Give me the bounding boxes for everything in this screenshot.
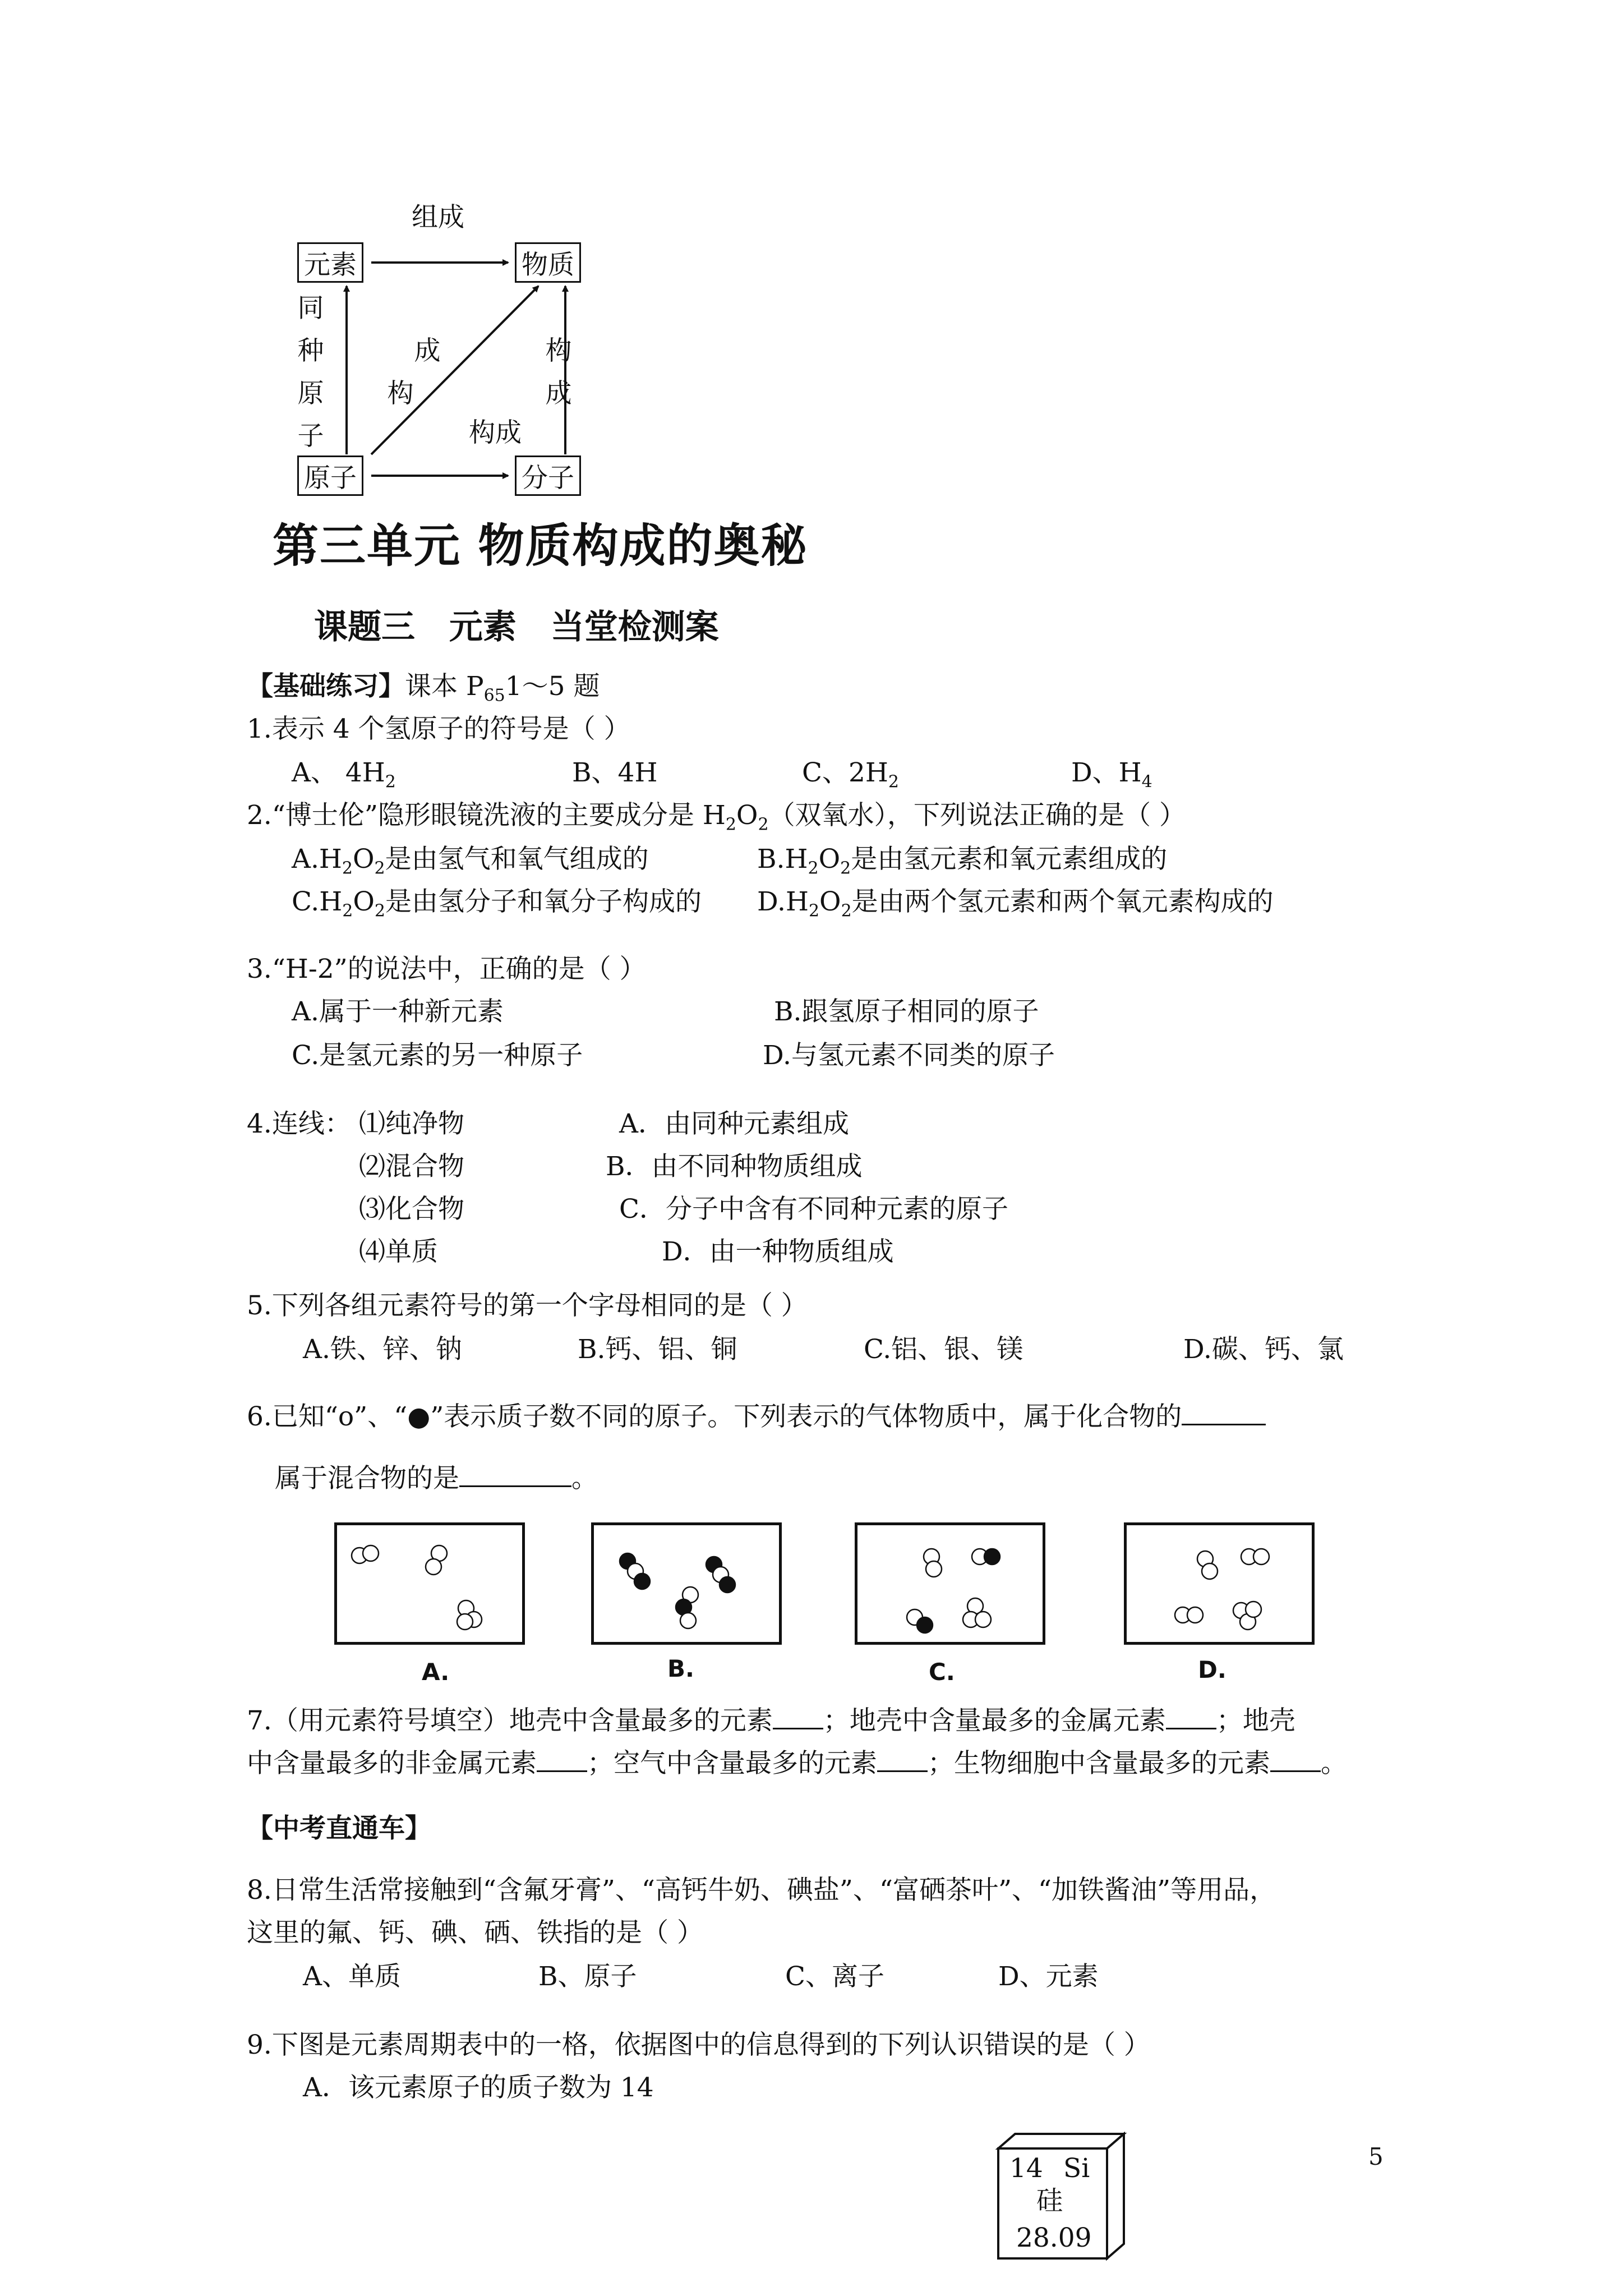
q4-right-a: A．由同种元素组成 bbox=[619, 1108, 849, 1139]
q8-option-c: C、离子 bbox=[785, 1961, 884, 1992]
edge-label-right-1: 构 bbox=[545, 335, 572, 366]
q3-option-a: A.属于一种新元素 bbox=[292, 996, 504, 1027]
q4-right-c: C．分子中含有不同种元素的原子 bbox=[619, 1194, 1008, 1225]
q6-label-d: D. bbox=[1198, 1656, 1227, 1683]
edge-label-right-2: 成 bbox=[545, 378, 572, 409]
q8-option-a: A、单质 bbox=[303, 1961, 401, 1992]
q6-box-c bbox=[855, 1522, 1045, 1645]
edge-label-same-atom-2: 种 bbox=[297, 335, 324, 366]
q6-box-b-atoms bbox=[594, 1525, 779, 1642]
q4-left-2: ⑵混合物 bbox=[359, 1151, 464, 1182]
q7-blank-1[interactable] bbox=[773, 1728, 823, 1729]
q9-option-a: A．该元素原子的质子数为 14 bbox=[303, 2072, 654, 2103]
q7-blank-5[interactable] bbox=[1270, 1770, 1321, 1772]
textbook-ref-page: 65 bbox=[483, 685, 505, 706]
q2-option-c: $C.H_2O_2$是由氢分子和氧分子构成的 bbox=[292, 886, 702, 921]
q6-line1: 6.已知“o”、“●”表示质子数不同的原子。下列表示的气体物质中，属于化合物的 bbox=[247, 1401, 1266, 1433]
textbook-ref: 课本 P bbox=[405, 671, 484, 702]
q6-box-d-atoms bbox=[1127, 1525, 1312, 1642]
q1-option-a: A、 $4H_2$ bbox=[292, 757, 396, 792]
q3-option-c: C.是氢元素的另一种原子 bbox=[292, 1040, 583, 1071]
periodic-cell-symbol: Si bbox=[1063, 2153, 1090, 2184]
q7-blank-4[interactable] bbox=[877, 1770, 928, 1772]
q6-box-a bbox=[334, 1522, 525, 1645]
q6-blank-mixture[interactable] bbox=[459, 1485, 571, 1487]
q7-blank-3[interactable] bbox=[537, 1770, 587, 1772]
q4-left-3: ⑶化合物 bbox=[359, 1194, 464, 1225]
q4-right-d: D．由一种物质组成 bbox=[662, 1236, 894, 1267]
lesson-title: 课题三 元素 当堂检测案 bbox=[314, 608, 719, 647]
unit-title: 第三单元 物质构成的奥秘 bbox=[273, 519, 808, 573]
q3-option-b: B.跟氢原子相同的原子 bbox=[774, 996, 1039, 1027]
edge-label-bottom: 构成 bbox=[469, 417, 522, 448]
q3-option-d: D.与氢元素不同类的原子 bbox=[763, 1040, 1055, 1071]
periodic-cell-mass: 28.09 bbox=[1016, 2223, 1092, 2253]
q6-box-b bbox=[591, 1522, 782, 1645]
q1-stem: 1.表示 4 个氢原子的符号是（ ） bbox=[247, 714, 630, 744]
q3-stem: 3.“H-2”的说法中，正确的是（ ） bbox=[247, 954, 646, 984]
q6-label-c: C. bbox=[929, 1658, 955, 1686]
edge-label-same-atom-4: 子 bbox=[297, 421, 324, 452]
edge-label-same-atom-3: 原 bbox=[297, 378, 324, 409]
q6-label-a: A. bbox=[422, 1658, 450, 1686]
q5-stem: 5.下列各组元素符号的第一个字母相同的是（ ） bbox=[247, 1290, 808, 1321]
q6-box-a-atoms bbox=[337, 1525, 522, 1642]
q5-option-a: A.铁、锌、钠 bbox=[303, 1334, 462, 1365]
q2-stem: 2.“博士伦”隐形眼镜洗液的主要成分是 $H_2O_2$（双氧水），下列说法正确的是（ ） bbox=[247, 800, 1186, 835]
basic-practice-line bbox=[247, 671, 600, 706]
q8-line2: 这里的氟、钙、碘、硒、铁指的是（ ） bbox=[247, 1917, 703, 1948]
q6-box-d bbox=[1124, 1522, 1315, 1645]
edge-label-compose: 组成 bbox=[412, 202, 464, 233]
q1-option-d: D、$H_4$ bbox=[1071, 757, 1152, 792]
q6-box-c-atoms bbox=[857, 1525, 1043, 1642]
q6-label-b: B. bbox=[667, 1655, 694, 1682]
edge-label-diag-gou: 构 bbox=[387, 378, 414, 409]
node-element: 元素 bbox=[297, 242, 363, 283]
q8-line1: 8.日常生活常接触到“含氟牙膏”、“高钙牛奶、碘盐”、“富硒茶叶”、“加铁酱油”等用品， bbox=[247, 1875, 1276, 1906]
q5-option-b: B.钙、铝、铜 bbox=[578, 1334, 737, 1365]
node-molecule: 分子 bbox=[515, 455, 581, 496]
q6-blank-compound[interactable] bbox=[1182, 1424, 1266, 1425]
q7-line2: 中含量最多的非金属元素 ；空气中含量最多的元素 ；生物细胞中含量最多的元素 。 bbox=[247, 1748, 1347, 1779]
periodic-cell-number: 14 bbox=[1009, 2153, 1043, 2184]
node-atom: 原子 bbox=[297, 455, 363, 496]
q5-option-c: C.铝、银、镁 bbox=[864, 1334, 1023, 1365]
node-substance: 物质 bbox=[515, 242, 581, 283]
q1-option-c: C、$2H_2$ bbox=[802, 757, 899, 792]
q2-option-b: $B.H_2O_2$是由氢元素和氧元素组成的 bbox=[757, 844, 1168, 878]
q7-blank-2[interactable] bbox=[1166, 1728, 1216, 1729]
basic-practice-heading: 【基础练习】 bbox=[247, 671, 405, 702]
q2-option-d: $D.H_2O_2$是由两个氢元素和两个氧元素构成的 bbox=[757, 886, 1274, 921]
q5-option-d: D.碳、钙、氯 bbox=[1183, 1334, 1344, 1365]
q7-line1: 7.（用元素符号填空）地壳中含量最多的元素 ；地壳中含量最多的金属元素 ；地壳 bbox=[247, 1705, 1295, 1736]
edge-label-same-atom-1: 同 bbox=[297, 293, 324, 324]
q4-right-b: B．由不同种物质组成 bbox=[606, 1151, 863, 1182]
edge-label-diag-cheng: 成 bbox=[414, 335, 441, 366]
q2-option-a: $A.H_2O_2$是由氢气和氧气组成的 bbox=[292, 844, 649, 878]
page-number: 5 bbox=[1368, 2143, 1384, 2170]
q9-stem: 9.下图是元素周期表中的一格，依据图中的信息得到的下列认识错误的是（ ） bbox=[247, 2030, 1150, 2060]
q4-lead: 4.连线： bbox=[247, 1108, 351, 1139]
q8-option-d: D、元素 bbox=[998, 1961, 1099, 1992]
q8-option-b: B、原子 bbox=[538, 1961, 637, 1992]
q4-left-4: ⑷单质 bbox=[359, 1236, 438, 1267]
textbook-ref-rest: 1～5 题 bbox=[505, 671, 600, 702]
exam-heading: 【中考直通车】 bbox=[247, 1813, 431, 1844]
q4-left-1: ⑴纯净物 bbox=[359, 1108, 464, 1139]
q6-line2: 属于混合物的是 。 bbox=[275, 1463, 598, 1494]
q1-option-b: B、4H bbox=[572, 757, 658, 788]
periodic-cell-name: 硅 bbox=[1036, 2185, 1063, 2216]
